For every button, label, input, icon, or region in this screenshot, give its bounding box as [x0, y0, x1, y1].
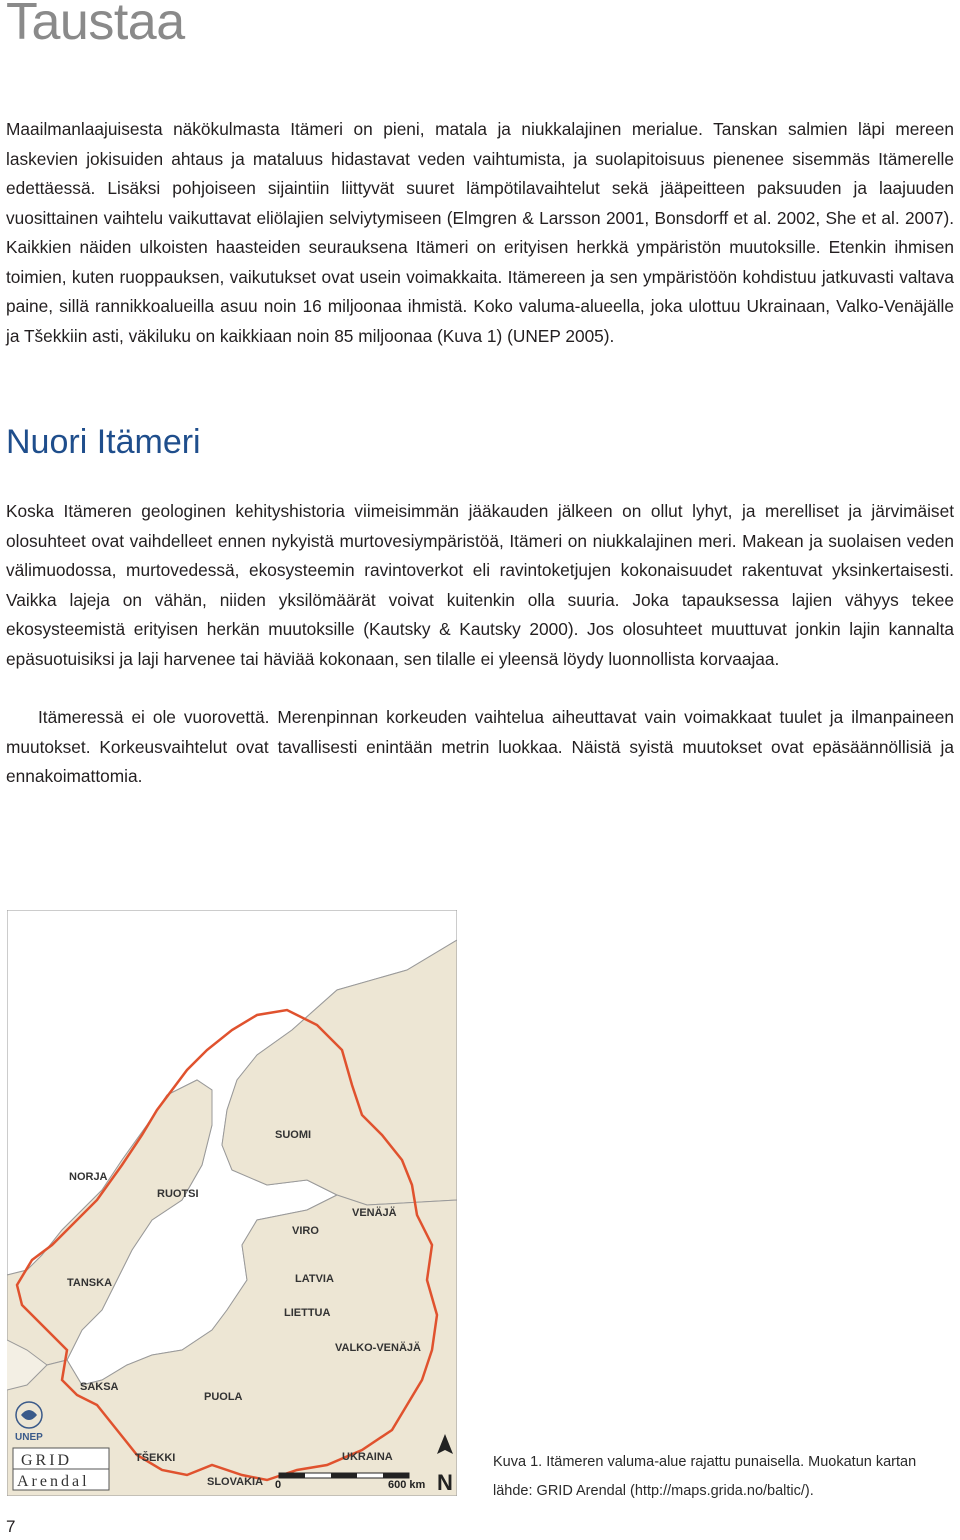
scale-start-label: 0: [275, 1479, 282, 1491]
map-label-tanska: TANSKA: [67, 1277, 113, 1289]
map-label-saksa: SAKSA: [80, 1381, 119, 1393]
figure-caption: Kuva 1. Itämeren valuma-alue rajattu punaisella. Muokatun kartan lähde: GRID Arendal (http://maps.grida.no/baltic/).: [493, 1454, 917, 1499]
body-paragraph-indented: Itämeressä ei ole vuorovettä. Merenpinnan korkeuden vaihtelua aiheuttavat vain voimakkaat tuulet ja ilmanpaineen muutokset. Korkeusvaihtelut ovat tavallisesti enintään metrin luokkaa. Näistä syistä muutokset ovat epäsäännöllisiä ja ennakoimattomia.: [6, 707, 954, 786]
map-label-tsekki: TŠEKKI: [135, 1452, 176, 1464]
map-label-ruotsi: RUOTSI: [157, 1188, 199, 1200]
page-number: 7: [6, 1517, 16, 1536]
map-label-viro: VIRO: [292, 1225, 319, 1237]
section-title: Nuori Itämeri: [6, 423, 201, 461]
north-label: N: [437, 1470, 453, 1495]
map-label-valko-venaja: VALKO-VENÄJÄ: [335, 1342, 421, 1354]
map-label-suomi: SUOMI: [275, 1129, 312, 1141]
grid-logo-text: GRID: [21, 1452, 73, 1469]
map-label-ukraina: UKRAINA: [342, 1451, 393, 1463]
body-paragraph: Koska Itämeren geologinen kehityshistoria viimeisimmän jääkauden jälkeen on ollut lyhyt, ja merelliset ja järvimäiset olosuhteet ovat vaihdelleet ennen nykyistä murtovesiympäristöä, Itämeri on niukkalajinen meri. Makean ja suolaisen veden välimuodossa, murtovedessä, ekosysteemin ravintoverkot eli ravintoketjujen kokonaisuudet rakentuvat yksinkertaisesti. Vaikka lajeja on vähän, niiden yksilömäärät voivat kuitenkin olla suuria. Joka tapauksessa lajien vähyys tekee ekosysteemistä erityisen herkän muutoksille (Kautsky & Kautsky 2000). Jos olosuhteet muuttuvat jonkin lajin kannalta epäsuotuisiksi ja laji harvenee tai häviää kokonaan, sen tilalle ei yleensä löydy luonnollista korvaajaa.: [6, 501, 954, 669]
map-label-norja: NORJA: [69, 1171, 108, 1183]
arendal-logo-text: Arendal: [17, 1473, 90, 1490]
map-label-puola: PUOLA: [204, 1391, 243, 1403]
unep-logo-text: UNEP: [15, 1432, 43, 1443]
map-label-slovakia: SLOVAKIA: [207, 1476, 264, 1488]
baltic-watershed-map: [7, 910, 457, 1496]
map-label-latvia: LATVIA: [295, 1273, 334, 1285]
grid-arendal-logo: [13, 1448, 109, 1490]
map-label-venaja: VENÄJÄ: [352, 1207, 397, 1219]
map-label-liettua: LIETTUA: [284, 1307, 331, 1319]
intro-paragraph: Maailmanlaajuisesta näkökulmasta Itämeri on pieni, matala ja niukkalajinen merialue. Tanskan salmien läpi mereen laskevien jokisuiden ahtaus ja mataluus hidastavat veden vaihtumista, ja suolapitoisuus pienenee sisemmäs Itämerelle edettäessä. Lisäksi pohjoiseen sijaintiin liittyvät suuret lämpötilavaihtelut sekä jääpeitteen paksuuden ja laajuuden vuosittainen vaihtelu vaikuttavat eliölajien selviytymiseen (Elmgren & Larsson 2001, Bonsdorff et al. 2002, She et al. 2007). Kaikkien näiden ulkoisten haasteiden seurauksena Itämeri on erityisen herkkä ympäristön muutoksille. Etenkin ihmisen toimien, kuten ruoppauksen, vaikutukset ovat usein voimakkaita. Itämereen ja sen ympäristöön kohdistuu jatkuvasti valtava paine, sillä rannikkoalueilla asuu noin 16 miljoonaa ihmistä. Koko valuma-alueella, joka ulottuu Ukrainaan, Valko-Venäjälle ja Tšekkiin asti, väkiluku on kaikkiaan noin 85 miljoonaa (Kuva 1) (UNEP 2005).: [6, 119, 954, 346]
scale-end-label: 600 km: [388, 1479, 426, 1491]
page-title: Taustaa: [6, 0, 185, 51]
